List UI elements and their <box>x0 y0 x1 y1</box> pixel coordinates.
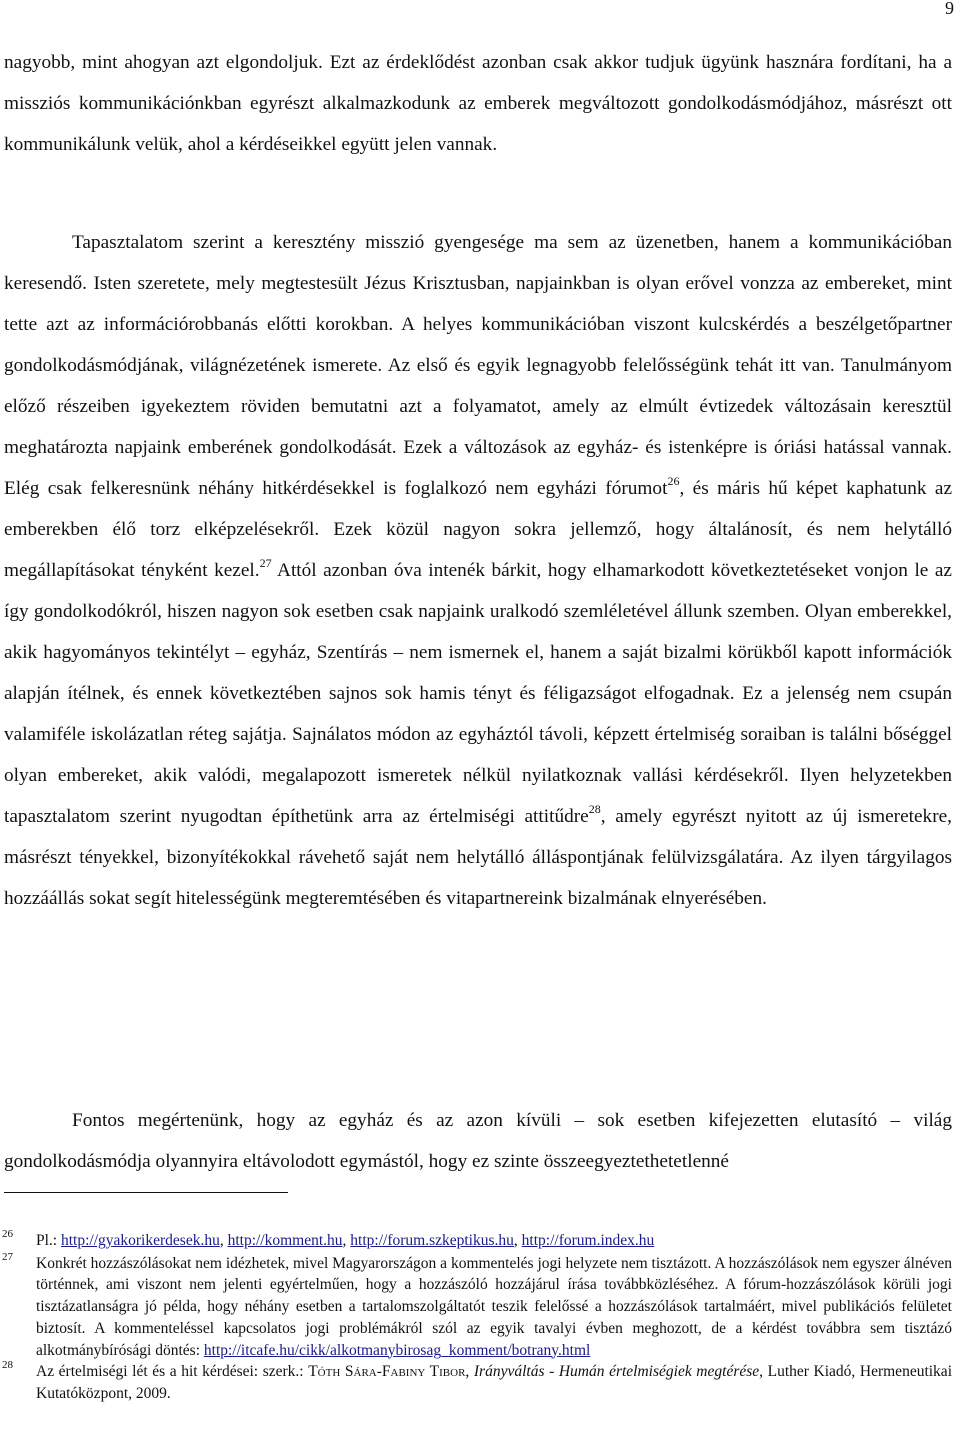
footnote-text: Konkrét hozzászólásokat nem idézhetek, mivel Magyarországon a kommentelés jogi helyzete nem tisztázott. A hozzászólások nem egyszer álnéven történnek, ami viszont nem jelenti egyértelműen, hogy a hozzászóló hozzájárul írása továbbközléséhez. A fórum-hozzászólások körüli jogi tisztázatlanságra jó példa, hogy néhány esetben a tartalomszolgáltatót teszik felelőssé a hozzászólások tartalmáért, mivel publikációs felületet biztosít. A kommenteléssel kapcsolatos jogi problémákról szól az egyik tavalyi évben meghozott, de a kérdést továbbra sem tisztázó alkotmánybírósági döntés: <box>36 1254 952 1359</box>
body-text-2 <box>4 222 952 919</box>
footnote-number: 28 <box>2 1359 13 1372</box>
footnote-ref-27[interactable]: 27 <box>259 556 272 570</box>
footnote-link[interactable]: http://komment.hu <box>227 1232 343 1249</box>
footnote-ref-28[interactable]: 28 <box>588 802 601 816</box>
paragraph-2 <box>4 222 952 919</box>
footnote-link[interactable]: http://gyakorikerdesek.hu <box>60 1232 220 1249</box>
body-text <box>4 42 952 165</box>
paragraph-1: nagyobb, mint ahogyan azt elgondoljuk. Ezt az érdeklődést azonban csak akkor tudjuk ügyünk hasznára fordítani, ha a missziós kommunikációnkban egyrészt alkalmazkodunk az emberek megváltozott gondolkodásmódjához, másrészt ott kommunikálunk velük, ahol a kérdéseikkel együtt jelen vannak. <box>4 52 952 155</box>
footnote-separator <box>4 1192 288 1193</box>
page-number: 9 <box>945 0 954 18</box>
footnote-link[interactable]: http://forum.index.hu <box>521 1232 655 1249</box>
paragraph-2-part-a: Tapasztalatom szerint a keresztény misszió gyengesége ma sem az üzenetben, hanem a kommunikációban keresendő. Isten szeretete, mely megtestesült Jézus Krisztusban, napjainkban is olyan erővel vonzza az embereket, mint tette azt az információrobbanás előtti korokban. A helyes kommunikációban viszont kulcskérdés a beszélgetőpartner gondolkodásmódjának, világnézetének ismerete. Az első és egyik legnagyobb felelősségünk tehát itt van. Tanulmányom előző részeiben igyekeztem röviden bemutatni azt a folyamatot, amely az elmúlt évtizedek változásain keresztül meghatározta napjaink emberének gondolkodását. Ezek a változások az egyház- és istenképre is óriási hatással vannak. Elég csak felkeresnünk néhány hitkérdésekkel is foglalkozó nem egyházi fórumot <box>4 232 952 499</box>
body-text-3 <box>4 1100 952 1182</box>
footnote-publisher: , Luther Kiadó, Hermeneutikai Kutatóközpont, 2009. <box>36 1363 952 1402</box>
footnote-26: 26 Pl.: http://gyakorikerdesek.hu, http://komment.hu, http://forum.szkeptikus.hu, http://forum.index.hu <box>0 1230 952 1252</box>
footnote-ref-26[interactable]: 26 <box>667 474 680 488</box>
paragraph-2-part-b: , és máris hű képet kaphatunk az emberekben élő torz elképzelésekről. Ezek közül nagyon sokra jellemző, hogy általánosít, és nem helytálló megállapításokat tényként kezel. <box>4 478 953 581</box>
paragraph-3: Fontos megértenünk, hogy az egyház és az azon kívüli – sok esetben kifejezetten elutasító – világ gondolkodásmódja olyannyira eltávolodott egymástól, hogy ez szinte összeegyeztethetetlenné <box>4 1110 952 1172</box>
footnote-27 <box>0 1250 952 1362</box>
paragraph-2-part-d: , amely egyrészt nyitott az új ismeretekre, másrészt tényekkel, bizonyítékokkal rávehető saját nem helytálló álláspontjának felülvizsgálatára. Az ilyen tárgyilagos hozzáállás sokat segít hitelességünk megteremtésében és vitapartnereink bizalmának elnyerésében. <box>4 806 952 909</box>
footnote-prefix: Pl.: <box>36 1232 61 1249</box>
footnote-text: Az értelmiségi lét és a hit kérdései: szerk.: <box>36 1363 309 1381</box>
footnote-number: 27 <box>2 1250 13 1263</box>
footnote-title: Irányváltás - Humán értelmiségiek megtérése <box>473 1363 760 1381</box>
footnote-link[interactable]: http://itcafe.hu/cikk/alkotmanybirosag_komment/botrany.html <box>203 1341 591 1359</box>
footnote-author: Tóth Sára-Fabiny Tibor <box>308 1363 466 1381</box>
paragraph-2-part-c: Attól azonban óva intenék bárkit, hogy elhamarkodott következtetéseket vonjon le az így gondolkodókról, hiszen nagyon sok esetben csak napjaink uralkodó szemléletével állunk szemben. Olyan emberekkel, akik hagyományos tekintélyt – egyház, Szentírás – nem ismernek el, hanem a saját bizalmi körükből kapott információk alapján ítélnek, és ennek következtében sajnos sok hamis tényt és féligazságot elfogadnak. Ez a jelenség nem csupán valamiféle iskolázatlan réteg sajátja. Sajnálatos módon az egyháztól távoli, képzett értelmiség soraiban is találni bőséggel olyan embereket, akik valódi, megalapozott ismeretek nélkül nyilatkoznak vallási kérdésekről. Ilyen helyzetekben tapasztalatom szerint nyugodtan építhetünk arra az értelmiségi attitűdre <box>4 560 952 827</box>
footnotes <box>0 1230 952 1405</box>
footnote-link[interactable]: http://forum.szkeptikus.hu <box>350 1232 514 1249</box>
footnote-number: 26 <box>2 1228 13 1240</box>
footnote-28: 28 Az értelmiségi lét és a hit kérdései: szerk.: Tóth Sára-Fabiny Tibor, Irányváltás - Humán értelmiségiek megtérése, Luther Kiadó, Hermeneutikai Kutatóközpont, 2009. <box>0 1361 952 1404</box>
